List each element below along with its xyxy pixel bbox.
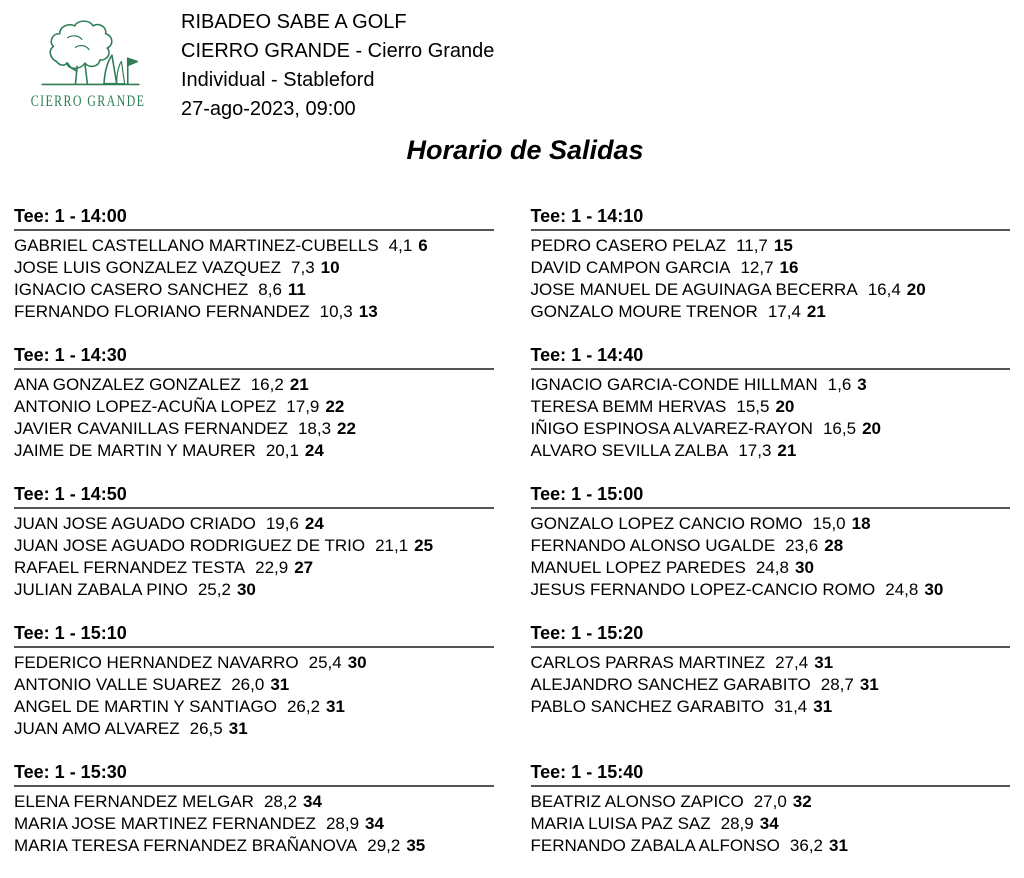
player-name: JULIAN ZABALA PINO (14, 580, 188, 599)
player-row (531, 257, 1011, 279)
player-name: FERNANDO ALONSO UGALDE (530, 536, 776, 555)
tee-group (531, 761, 1011, 857)
event-datetime: 27-ago-2023, 09:00 (181, 98, 356, 120)
tee-header: Tee: 1 - 14:50 (14, 483, 494, 509)
player-row (531, 235, 1011, 257)
player-points: 31 (326, 697, 345, 716)
player-points: 20 (775, 397, 795, 416)
player-points: 31 (859, 675, 879, 694)
player-row (14, 535, 494, 557)
player-name: ANTONIO VALLE SUAREZ (14, 675, 222, 694)
player-name: ALVARO SEVILLA ZALBA (530, 441, 729, 460)
player-row (14, 257, 494, 279)
tee-header: Tee: 1 - 15:30 (14, 761, 494, 787)
player-points: 20 (862, 419, 881, 438)
player-points: 35 (406, 836, 426, 855)
player-handicap: 17,3 (738, 441, 772, 460)
player-handicap: 36,2 (789, 836, 823, 855)
player-points: 21 (806, 302, 826, 321)
player-list (14, 513, 494, 601)
player-handicap: 29,2 (367, 836, 401, 855)
player-row (14, 813, 494, 835)
tee-header: Tee: 1 - 15:00 (531, 483, 1011, 509)
logo-text: CIERRO GRANDE (30, 91, 146, 110)
player-handicap: 23,6 (785, 536, 819, 555)
tee-group (14, 483, 494, 601)
club-course: CIERRO GRANDE - Cierro Grande (181, 40, 495, 62)
tee-header: Tee: 1 - 15:10 (14, 622, 494, 648)
tee-group (531, 205, 1011, 323)
player-points: 30 (347, 653, 367, 672)
player-handicap: 17,9 (286, 397, 320, 416)
player-points: 31 (270, 675, 290, 694)
player-points: 30 (924, 580, 944, 599)
player-list (14, 791, 494, 857)
player-name: IÑIGO ESPINOSA ALVAREZ-RAYON (530, 419, 813, 438)
player-name: FERNANDO ZABALA ALFONSO (530, 836, 780, 855)
player-name: ANA GONZALEZ GONZALEZ (14, 375, 241, 394)
player-points: 18 (851, 514, 871, 533)
tee-group (14, 205, 494, 323)
event-name: RIBADEO SABE A GOLF (181, 11, 407, 33)
player-name: GONZALO LOPEZ CANCIO ROMO (530, 514, 803, 533)
player-points: 34 (759, 814, 779, 833)
player-handicap: 25,2 (197, 580, 231, 599)
player-name: ELENA FERNANDEZ MELGAR (14, 792, 254, 811)
player-row (531, 396, 1011, 418)
player-handicap: 26,2 (286, 697, 321, 716)
player-row (531, 374, 1011, 396)
player-row (531, 835, 1011, 857)
player-row (14, 835, 494, 857)
player-name: MARIA TERESA FERNANDEZ BRAÑANOVA (14, 836, 358, 855)
player-name: RAFAEL FERNANDEZ TESTA (14, 558, 246, 577)
player-handicap: 12,7 (740, 258, 774, 277)
player-name: IGNACIO GARCIA-CONDE HILLMAN (530, 375, 818, 394)
player-points: 24 (304, 441, 324, 460)
player-name: DAVID CAMPON GARCIA (530, 258, 731, 277)
player-handicap: 8,6 (258, 280, 282, 299)
player-points: 30 (236, 580, 256, 599)
player-row (14, 557, 494, 579)
player-name: JESUS FERNANDO LOPEZ-CANCIO ROMO (530, 580, 876, 599)
player-points: 20 (906, 280, 926, 299)
tee-header: Tee: 1 - 15:20 (531, 622, 1011, 648)
player-row (531, 418, 1011, 440)
player-points: 16 (779, 258, 799, 277)
player-points: 22 (337, 419, 356, 438)
player-points: 15 (773, 236, 793, 255)
page-header (0, 0, 1024, 124)
player-name: MARIA JOSE MARTINEZ FERNANDEZ (14, 814, 316, 833)
player-points: 25 (414, 536, 434, 555)
player-row (14, 791, 494, 813)
player-points: 21 (289, 375, 309, 394)
player-row (531, 579, 1011, 601)
player-handicap: 19,6 (265, 514, 299, 533)
player-handicap: 11,7 (736, 236, 768, 255)
player-points: 27 (294, 558, 314, 577)
player-row (531, 674, 1011, 696)
player-name: MARIA LUISA PAZ SAZ (530, 814, 711, 833)
player-handicap: 1,6 (827, 375, 852, 394)
player-row (531, 557, 1011, 579)
player-row (531, 813, 1011, 835)
player-handicap: 28,7 (820, 675, 854, 694)
player-handicap: 25,4 (308, 653, 342, 672)
tee-header: Tee: 1 - 14:10 (531, 205, 1011, 231)
player-name: IGNACIO CASERO SANCHEZ (14, 280, 249, 299)
player-handicap: 16,4 (867, 280, 901, 299)
player-list (531, 235, 1011, 323)
player-handicap: 26,0 (231, 675, 265, 694)
player-points: 6 (418, 236, 428, 255)
player-name: TERESA BEMM HERVAS (530, 397, 727, 416)
player-handicap: 28,2 (263, 792, 298, 811)
tee-group (531, 344, 1011, 462)
player-handicap: 21,1 (375, 536, 409, 555)
player-row (14, 235, 494, 257)
player-row (14, 674, 494, 696)
player-points: 34 (303, 792, 322, 811)
player-row (14, 718, 494, 740)
player-name: FERNANDO FLORIANO FERNANDEZ (14, 302, 310, 321)
player-row (531, 279, 1011, 301)
player-list (531, 791, 1011, 857)
player-handicap: 10,3 (319, 302, 353, 321)
player-name: FEDERICO HERNANDEZ NAVARRO (14, 653, 299, 672)
tee-header: Tee: 1 - 15:40 (531, 761, 1011, 787)
player-list (14, 374, 494, 462)
player-name: GONZALO MOURE TRENOR (530, 302, 758, 321)
player-handicap: 28,9 (325, 814, 360, 833)
player-row (14, 301, 494, 323)
tee-group (14, 622, 494, 740)
player-handicap: 7,3 (291, 258, 315, 277)
player-row (14, 696, 494, 718)
player-points: 31 (814, 653, 834, 672)
player-name: JOSE LUIS GONZALEZ VAZQUEZ (14, 258, 282, 277)
player-name: JAIME DE MARTIN Y MAURER (14, 441, 256, 460)
player-row (14, 374, 494, 396)
player-handicap: 27,0 (753, 792, 787, 811)
player-row (531, 652, 1011, 674)
player-handicap: 24,8 (885, 580, 919, 599)
tee-header: Tee: 1 - 14:40 (531, 344, 1011, 370)
player-name: JOSE MANUEL DE AGUINAGA BECERRA (530, 280, 858, 299)
player-row (14, 579, 494, 601)
player-points: 13 (358, 302, 378, 321)
tee-group (14, 344, 494, 462)
player-name: GABRIEL CASTELLANO MARTINEZ-CUBELLS (14, 236, 379, 255)
player-points: 22 (325, 397, 345, 416)
player-handicap: 22,9 (255, 558, 289, 577)
player-name: ALEJANDRO SANCHEZ GARABITO (530, 675, 811, 694)
player-row (14, 513, 494, 535)
tee-header: Tee: 1 - 14:00 (14, 205, 494, 231)
player-handicap: 4,1 (388, 236, 413, 255)
player-name: ANGEL DE MARTIN Y SANTIAGO (14, 697, 277, 716)
club-logo (26, 14, 146, 110)
tree-golf-logo-icon (26, 14, 144, 90)
player-handicap: 16,2 (250, 375, 284, 394)
player-handicap: 18,3 (297, 419, 332, 438)
player-name: MANUEL LOPEZ PAREDES (530, 558, 746, 577)
player-points: 31 (829, 836, 848, 855)
tee-header: Tee: 1 - 14:30 (14, 344, 494, 370)
player-list (531, 652, 1011, 718)
player-points: 34 (365, 814, 384, 833)
player-points: 31 (813, 697, 833, 716)
player-list (14, 235, 494, 323)
player-row (14, 396, 494, 418)
player-name: JAVIER CAVANILLAS FERNANDEZ (14, 419, 288, 438)
player-row (531, 696, 1011, 718)
player-row (531, 301, 1011, 323)
player-row (14, 440, 494, 462)
player-points: 11 (287, 280, 306, 299)
player-row (531, 513, 1011, 535)
player-handicap: 27,4 (775, 653, 809, 672)
player-row (14, 652, 494, 674)
player-points: 10 (320, 258, 340, 277)
tee-group (531, 622, 1011, 718)
player-row (531, 440, 1011, 462)
tee-group (531, 483, 1011, 601)
player-handicap: 16,5 (822, 419, 857, 438)
player-row (531, 535, 1011, 557)
player-row (14, 279, 494, 301)
player-handicap: 20,1 (265, 441, 299, 460)
player-name: JUAN JOSE AGUADO RODRIGUEZ DE TRIO (14, 536, 366, 555)
tee-groups (0, 205, 1024, 878)
player-points: 30 (794, 558, 814, 577)
player-row (531, 791, 1011, 813)
tee-group (14, 761, 494, 857)
player-name: JUAN AMO ALVAREZ (14, 719, 180, 738)
player-handicap: 15,0 (812, 514, 846, 533)
player-handicap: 24,8 (755, 558, 789, 577)
page-title: Horario de Salidas (406, 135, 644, 165)
player-handicap: 28,9 (720, 814, 754, 833)
player-points: 24 (304, 514, 324, 533)
competition-format: Individual - Stableford (181, 69, 375, 91)
player-points: 28 (824, 536, 844, 555)
player-handicap: 17,4 (767, 302, 801, 321)
player-points: 3 (857, 375, 867, 394)
player-row (14, 418, 494, 440)
player-list (14, 652, 494, 740)
player-list (531, 374, 1011, 462)
player-handicap: 15,5 (736, 397, 770, 416)
player-points: 21 (777, 441, 797, 460)
player-handicap: 31,4 (774, 697, 808, 716)
event-info (181, 8, 1024, 124)
player-name: JUAN JOSE AGUADO CRIADO (14, 514, 256, 533)
player-points: 32 (792, 792, 812, 811)
player-name: CARLOS PARRAS MARTINEZ (530, 653, 766, 672)
player-list (531, 513, 1011, 601)
player-handicap: 26,5 (189, 719, 223, 738)
player-name: PEDRO CASERO PELAZ (530, 236, 727, 255)
player-name: PABLO SANCHEZ GARABITO (530, 697, 765, 716)
player-name: ANTONIO LOPEZ-ACUÑA LOPEZ (14, 397, 277, 416)
player-name: BEATRIZ ALONSO ZAPICO (530, 792, 744, 811)
player-points: 31 (228, 719, 248, 738)
